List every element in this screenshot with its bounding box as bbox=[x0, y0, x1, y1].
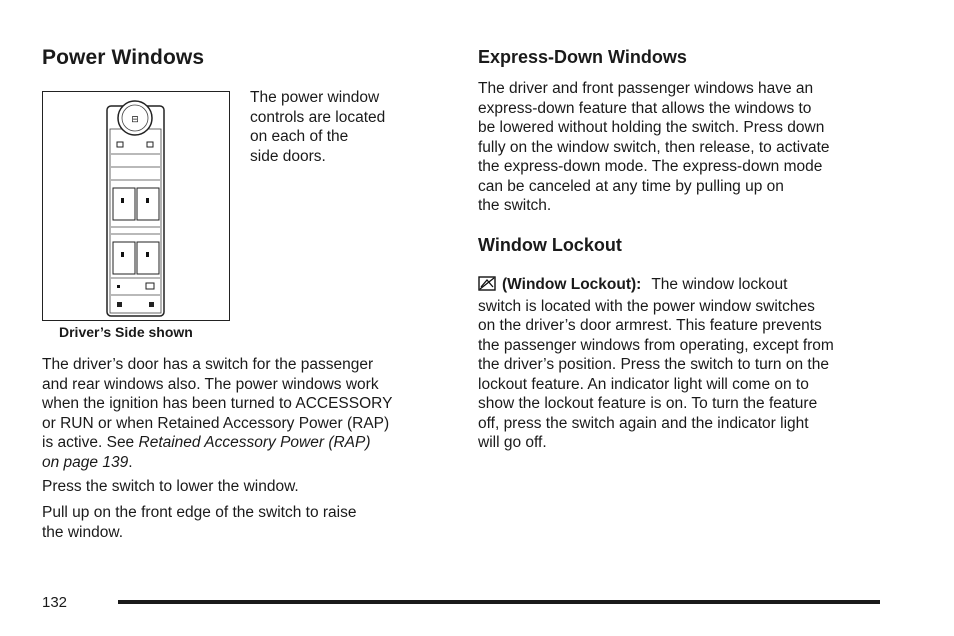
body-line: The driver’s door has a switch for the passenger bbox=[42, 356, 374, 373]
lockout-label: (Window Lockout): bbox=[502, 276, 642, 293]
intro-text bbox=[250, 88, 385, 166]
cross-reference-page[interactable]: on page 139 bbox=[42, 453, 129, 471]
body-line: the passenger windows from operating, except from bbox=[478, 336, 834, 354]
body-line: Pull up on the front edge of the switch to raise bbox=[42, 504, 357, 521]
cross-reference-link[interactable]: Retained Accessory Power (RAP) bbox=[138, 434, 371, 451]
section-title-power-windows: Power Windows bbox=[42, 46, 205, 69]
intro-line: side doors. bbox=[250, 147, 326, 165]
body-line: the driver’s position. Press the switch to turn on the bbox=[478, 356, 829, 373]
intro-line: The power window bbox=[250, 89, 380, 106]
body-text: The window lockout bbox=[651, 276, 788, 293]
driver-switch-figure bbox=[42, 91, 230, 321]
body-line: off, press the switch again and the indicator light bbox=[478, 414, 809, 432]
body-line: lockout feature. An indicator light will come on to bbox=[478, 375, 809, 393]
svg-text:⊟: ⊟ bbox=[131, 115, 139, 125]
body-text: . bbox=[128, 453, 133, 471]
paragraph-express-down bbox=[478, 79, 830, 216]
body-line bbox=[42, 433, 392, 453]
paragraph-window-lockout bbox=[478, 275, 834, 453]
section-title-express-down: Express-Down Windows bbox=[478, 47, 687, 67]
window-lockout-icon bbox=[478, 276, 496, 297]
paragraph-driver-switch bbox=[42, 355, 392, 472]
body-line: switch is located with the power window switches bbox=[478, 297, 815, 315]
body-line bbox=[42, 453, 392, 473]
body-line: the switch. bbox=[478, 197, 552, 214]
body-line: express-down feature that allows the windows to bbox=[478, 99, 812, 117]
body-line: or RUN or when Retained Accessory Power (RAP) bbox=[42, 414, 390, 432]
paragraph-raise-window bbox=[42, 503, 357, 542]
section-title-window-lockout: Window Lockout bbox=[478, 235, 622, 255]
body-line: be lowered without holding the switch. Press down bbox=[478, 119, 825, 136]
body-line: will go off. bbox=[478, 434, 547, 451]
intro-line: on each of the bbox=[250, 128, 349, 145]
intro-line: controls are located bbox=[250, 108, 386, 126]
body-line: The driver and front passenger windows have an bbox=[478, 80, 814, 97]
body-line: can be canceled at any time by pulling up on bbox=[478, 177, 784, 195]
page-number: 132 bbox=[42, 594, 68, 611]
body-line: the express-down mode. The express-down mode bbox=[478, 158, 823, 175]
body-text: is active. See bbox=[42, 434, 139, 451]
body-line: on the driver’s door armrest. This feature prevents bbox=[478, 317, 822, 334]
body-line: the window. bbox=[42, 523, 123, 541]
paragraph-lower-window: Press the switch to lower the window. bbox=[42, 478, 299, 495]
body-line: when the ignition has been turned to ACCESSORY bbox=[42, 395, 393, 412]
footer-rule bbox=[118, 600, 880, 604]
body-line: and rear windows also. The power windows work bbox=[42, 375, 379, 393]
window-switch-illustration bbox=[43, 92, 228, 319]
figure-caption: Driver’s Side shown bbox=[59, 324, 193, 340]
body-line: show the lockout feature is on. To turn the feature bbox=[478, 395, 818, 412]
body-line: fully on the window switch, then release, to activate bbox=[478, 138, 830, 156]
body-line bbox=[478, 275, 834, 297]
